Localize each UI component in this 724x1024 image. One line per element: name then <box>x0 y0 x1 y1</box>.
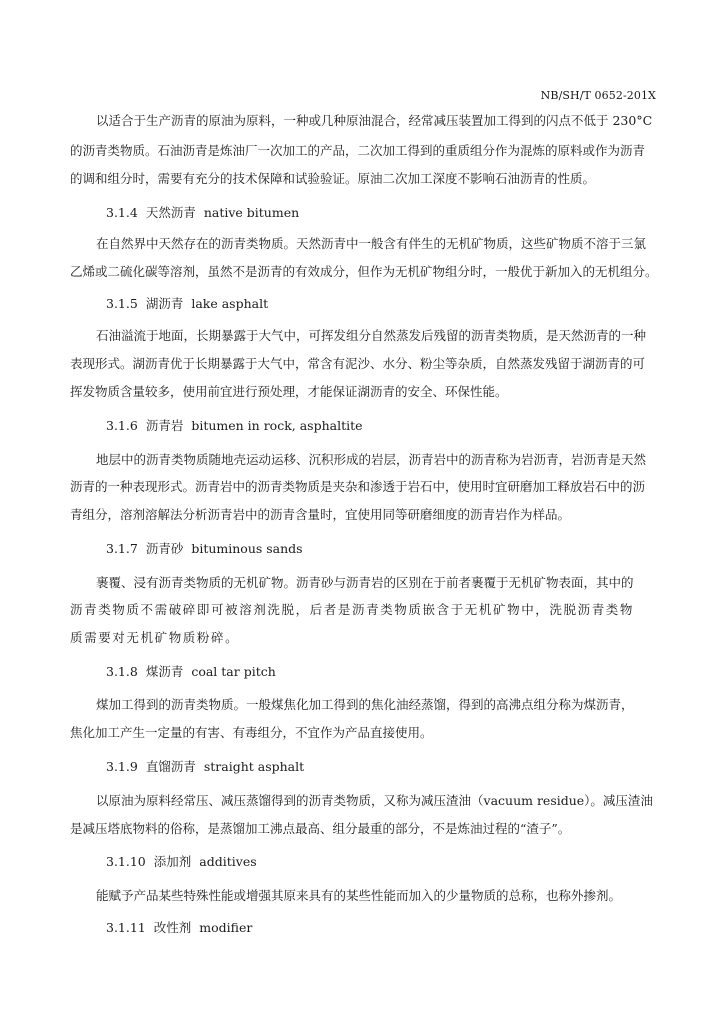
term-number: 3.1.6 <box>106 418 138 433</box>
term-en: additives <box>199 854 257 869</box>
term-number: 3.1.9 <box>106 759 138 774</box>
term-number: 3.1.10 <box>106 854 146 869</box>
term-heading-3-1-8 <box>106 662 276 682</box>
term-cn: 沥青砂 <box>145 541 184 556</box>
definition-line: 煤加工得到的沥青类物质。一般煤焦化加工得到的焦化油经蒸馏，得到的高沸点组分称为煤沥青， <box>96 697 634 712</box>
term-cn: 改性剂 <box>153 920 192 935</box>
term-cn: 添加剂 <box>153 854 192 869</box>
term-heading-3-1-6 <box>106 416 363 436</box>
definition-line: 沥青的一种表现形式。沥青岩中的沥青类物质是夹杂和渗透于岩石中，使用时宜研磨加工释放岩石中的沥 <box>70 479 646 494</box>
term-heading-3-1-7 <box>106 539 303 559</box>
definition-line: 表现形式。湖沥青优于长期暴露于大气中，常含有泥沙、水分、粉尘等杂质，自然蒸发残留于湖沥青的可 <box>70 356 646 371</box>
term-cn: 煤沥青 <box>145 664 184 679</box>
term-cn: 湖沥青 <box>145 296 184 311</box>
term-cn: 沥青岩 <box>145 418 184 433</box>
definition-line: 乙烯或二硫化碳等溶剂，虽然不是沥青的有效成分，但作为无机矿物组分时，一般优于新加入的无机组分。 <box>70 264 658 279</box>
term-heading-3-1-4 <box>106 203 299 223</box>
definition-line: 以原油为原料经常压、减压蒸馏得到的沥青类物质，又称为减压渣油（vacuum residue）。减压渣油 <box>96 793 653 808</box>
term-number: 3.1.4 <box>106 205 138 220</box>
term-cn: 直馏沥青 <box>145 759 196 774</box>
term-number: 3.1.7 <box>106 541 138 556</box>
term-number: 3.1.5 <box>106 296 138 311</box>
term-cn: 天然沥青 <box>145 205 196 220</box>
definition-line: 挥发物质含量较多，使用前宜进行预处理，才能保证湖沥青的安全、环保性能。 <box>70 384 508 399</box>
definition-line: 沥青类物质不需破碎即可被溶剂洗脱，后者是沥青类物质嵌含于无机矿物中，洗脱沥青类物 <box>70 602 635 617</box>
term-en: bituminous sands <box>191 541 303 556</box>
term-number: 3.1.8 <box>106 664 138 679</box>
term-heading-3-1-5 <box>106 294 268 314</box>
definition-line: 地层中的沥青类物质随地壳运动运移、沉积形成的岩层，沥青岩中的沥青称为岩沥青，岩沥青是天然 <box>96 452 647 467</box>
term-en: coal tar pitch <box>191 664 276 679</box>
definition-line: 青组分，溶剂溶解法分析沥青岩中的沥青含量时，宜使用同等研磨细度的沥青岩作为样品。 <box>70 507 571 522</box>
definition-line: 石油溢流于地面，长期暴露于大气中，可挥发组分自然蒸发后残留的沥青类物质，是天然沥青的一种 <box>96 328 647 343</box>
term-en: lake asphalt <box>191 296 269 311</box>
term-en: native bitumen <box>203 205 300 220</box>
term-heading-3-1-10 <box>106 852 257 872</box>
definition-line: 能赋予产品某些特殊性能或增强其原来具有的某些性能而加入的少量物质的总称，也称外掺剂。 <box>96 888 622 903</box>
term-en: modifier <box>199 920 253 935</box>
definition-line: 裹覆、浸有沥青类物质的无机矿物。沥青砂与沥青岩的区别在于前者裹覆于无机矿物表面，其中的 <box>96 575 634 590</box>
intro-line-1: 以适合于生产沥青的原油为原料，一种或几种原油混合，经常减压装置加工得到的闪点不低于 230°C <box>96 113 653 128</box>
definition-line: 焦化加工产生一定量的有害、有毒组分，不宜作为产品直接使用。 <box>70 725 433 740</box>
term-heading-3-1-11 <box>106 918 252 938</box>
term-heading-3-1-9 <box>106 757 304 777</box>
term-en: straight asphalt <box>203 759 305 774</box>
term-number: 3.1.11 <box>106 920 146 935</box>
definition-line: 质需要对无机矿物质粉碎。 <box>70 630 240 645</box>
standard-code: NB/SH/T 0652-201X <box>540 89 656 102</box>
definition-line: 在自然界中天然存在的沥青类物质。天然沥青中一般含有伴生的无机矿物质，这些矿物质不溶于三氯 <box>96 236 647 251</box>
intro-line-2: 的沥青类物质。石油沥青是炼油厂一次加工的产品，二次加工得到的重质组分作为混炼的原料或作为沥青 <box>70 143 646 158</box>
term-en: bitumen in rock, asphaltite <box>191 418 363 433</box>
definition-line: 是减压塔底物料的俗称，是蒸馏加工沸点最高、组分最重的部分，不是炼油过程的“渣子”。 <box>70 821 571 836</box>
intro-line-3: 的调和组分时，需要有充分的技术保障和试验验证。原油二次加工深度不影响石油沥青的性质。 <box>70 171 596 186</box>
